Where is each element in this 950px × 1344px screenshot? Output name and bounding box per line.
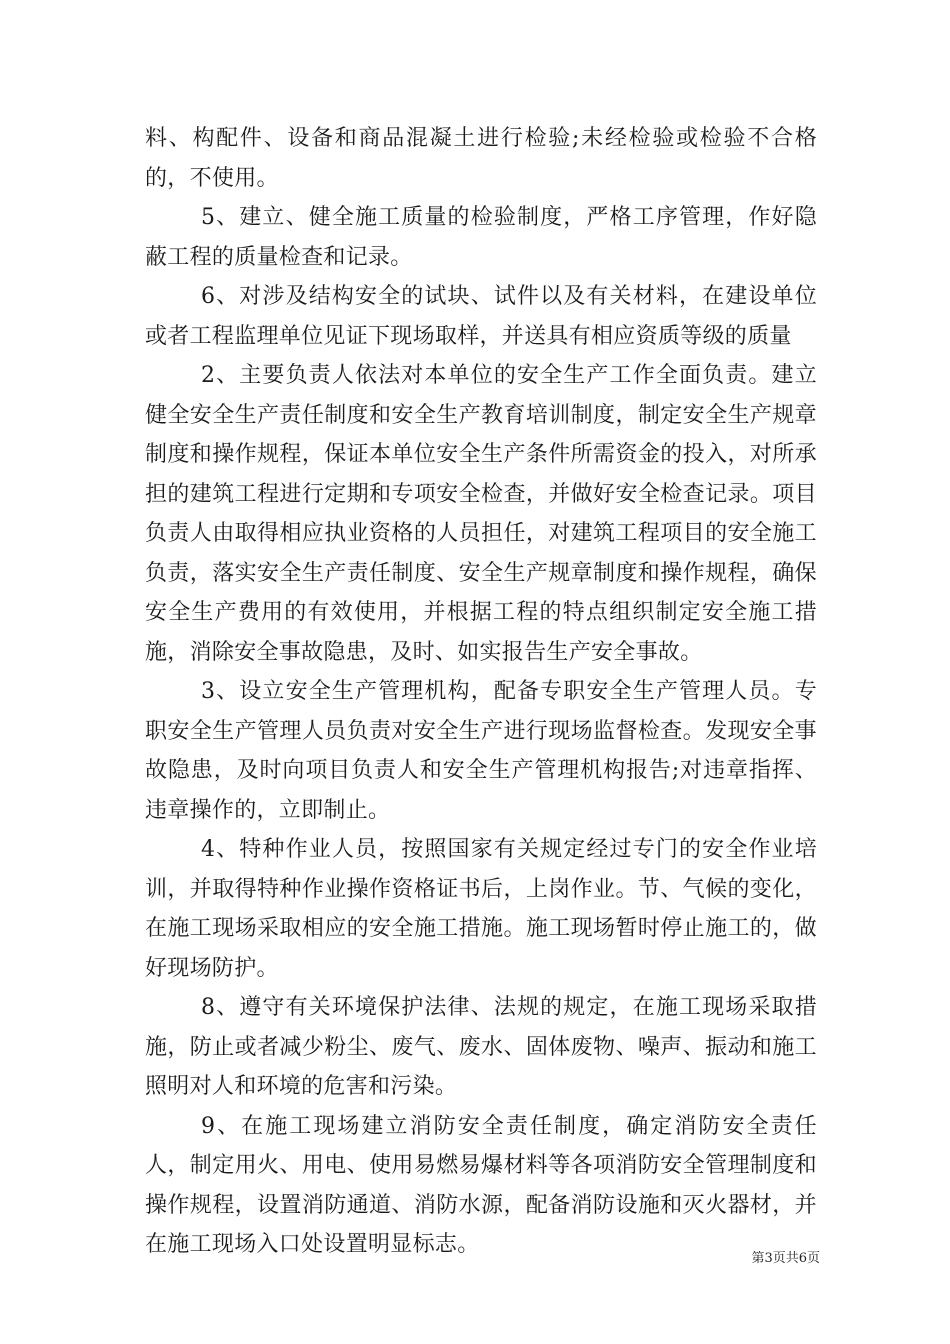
paragraph-item-4: 4、特种作业人员，按照国家有关规定经过专门的安全作业培训，并取得特种作业操作资格证书后，上岗作业。节、气候的变化，在施工现场采取相应的安全施工措施。施工现场暂时停止施工的，做好现场防护。 [145,837,817,981]
paragraph-continuation: 料、构配件、设备和商品混凝土进行检验;未经检验或检验不合格的，不使用。 [145,126,817,191]
paragraph-item-3: 3、设立安全生产管理机构，配备专职安全生产管理人员。专职安全生产管理人员负责对安全生产进行现场监督检查。发现安全事故隐患，及时向项目负责人和安全生产管理机构报告;对违章指挥、违章操作的，立即制止。 [145,679,817,823]
document-body [145,119,817,1265]
paragraph-item-5: 5、建立、健全施工质量的检验制度，严格工序管理，作好隐蔽工程的质量检查和记录。 [145,205,817,270]
page-number-footer: 第3页共6页 [751,1251,820,1266]
paragraph-item-9: 9、在施工现场建立消防安全责任制度，确定消防安全责任人，制定用火、用电、使用易燃易爆材料等各项消防安全管理制度和操作规程，设置消防通道、消防水源，配备消防设施和灭火器材，并在施工现场入口处设置明显标志。 [145,1113,817,1257]
paragraph-item-2: 2、主要负责人依法对本单位的安全生产工作全面负责。建立健全安全生产责任制度和安全生产教育培训制度，制定安全生产规章制度和操作规程，保证本单位安全生产条件所需资金的投入，对所承担的建筑工程进行定期和专项安全检查，并做好安全检查记录。项目负责人由取得相应执业资格的人员担任，对建筑工程项目的安全施工负责，落实安全生产责任制度、安全生产规章制度和操作规程，确保安全生产费用的有效使用，并根据工程的特点组织制定安全施工措施，消除安全事故隐患，及时、如实报告生产安全事故。 [145,363,817,665]
paragraph-item-6: 6、对涉及结构安全的试块、试件以及有关材料，在建设单位或者工程监理单位见证下现场取样，并送具有相应资质等级的质量 [145,284,817,349]
paragraph-item-8: 8、遵守有关环境保护法律、法规的规定，在施工现场采取措施，防止或者减少粉尘、废气、废水、固体废物、噪声、振动和施工照明对人和环境的危害和污染。 [145,995,817,1099]
